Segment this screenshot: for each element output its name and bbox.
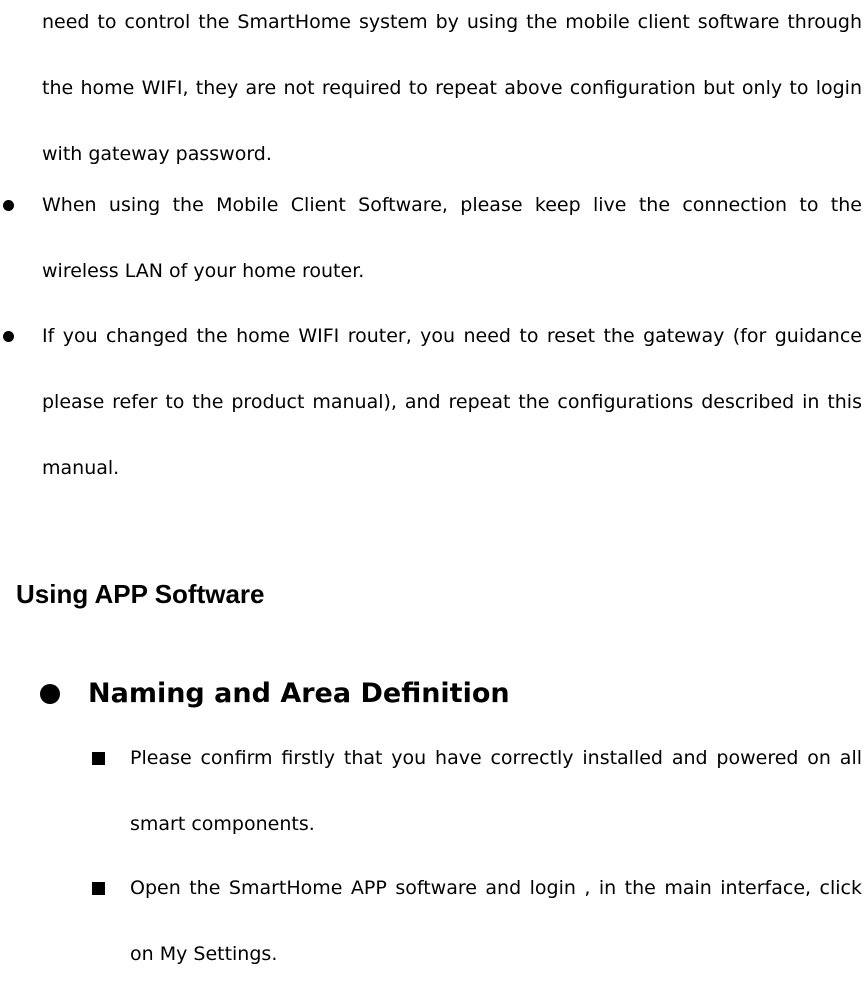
bullet-dot bbox=[40, 684, 60, 704]
subsection-heading: Naming and Area Definition bbox=[88, 678, 510, 709]
sub-item-open-app: Open the SmartHome APP software and login , in the main interface, click on My Settings. bbox=[130, 877, 862, 965]
bullet-item-reset-gateway: If you changed the home WIFI router, you need to reset the gateway (for guidance please refer to the product manual), and repeat the configurations described in this manual. bbox=[42, 325, 862, 479]
sub-item-confirm-components: Please confirm firstly that you have correctly installed and powered on all smart components. bbox=[130, 747, 862, 835]
section-heading: Using APP Software bbox=[16, 579, 265, 609]
square-bullet bbox=[92, 882, 105, 895]
bullet-item-wireless-lan: When using the Mobile Client Software, please keep live the connection to the wireless LAN of your home router. bbox=[42, 194, 862, 282]
bullet-dot bbox=[3, 331, 14, 342]
square-bullet bbox=[92, 752, 105, 765]
bullet-dot bbox=[3, 200, 14, 211]
paragraph-continuation: need to control the SmartHome system by using the mobile client software through the home WIFI, they are not required to repeat above configuration but only to login with gateway password. bbox=[42, 11, 862, 165]
